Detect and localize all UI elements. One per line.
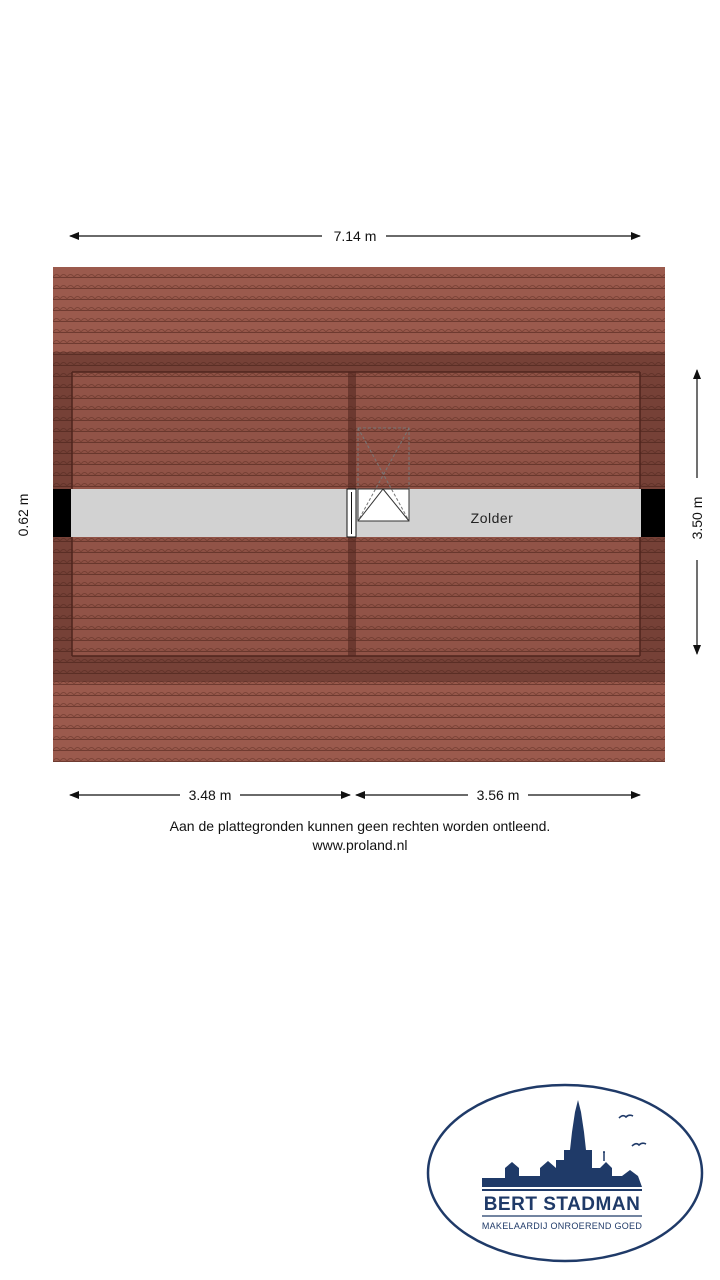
logo-name: BERT STADMAN <box>483 1194 641 1215</box>
dimension-bottom-right <box>356 787 640 803</box>
dimension-left-label: 0.62 m <box>15 493 31 537</box>
wall-right <box>641 489 665 537</box>
logo-tagline: MAKELAARDIJ ONROEREND GOED <box>481 1221 643 1231</box>
disclaimer-text: Aan de plattegronden kunnen geen rechten worden ontleend. <box>169 818 551 834</box>
dimension-top <box>70 228 640 244</box>
company-logo <box>428 1085 702 1261</box>
website-link[interactable]: www.proland.nl <box>312 837 408 853</box>
dimension-right-label: 3.50 m <box>689 496 705 540</box>
dimension-bottom-left <box>70 787 350 803</box>
dimension-bottom-right-label: 3.56 m <box>476 787 520 803</box>
dimension-bottom-left-label: 3.48 m <box>188 787 232 803</box>
room-label: Zolder <box>470 510 514 526</box>
dimension-top-label: 7.14 m <box>333 228 377 244</box>
wall-left <box>53 489 71 537</box>
dimension-left <box>15 494 31 537</box>
dimension-right <box>689 370 705 654</box>
